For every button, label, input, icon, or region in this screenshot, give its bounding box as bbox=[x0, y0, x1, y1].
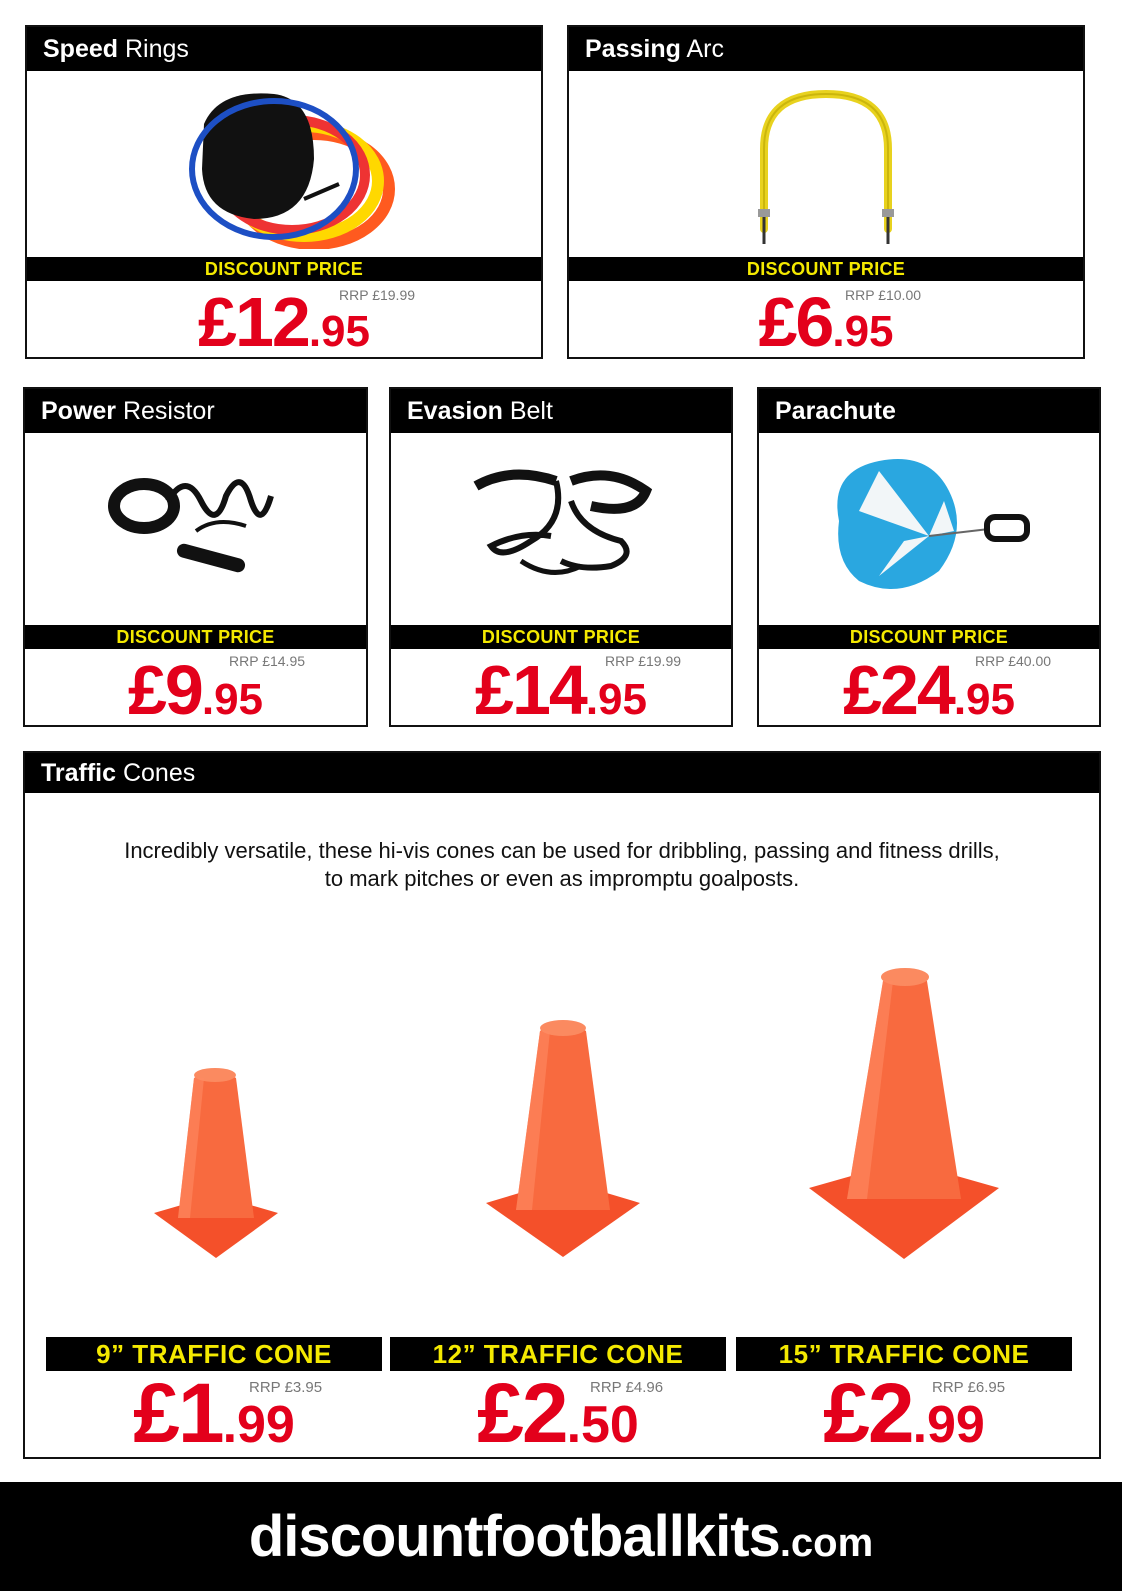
discount-price: £9.95 bbox=[127, 651, 264, 727]
parachute-image bbox=[759, 433, 1099, 619]
price-row bbox=[27, 283, 541, 359]
rrp-price: RRP £40.00 bbox=[975, 653, 1052, 669]
rrp-price: RRP £14.95 bbox=[229, 653, 306, 669]
product-card-parachute[interactable] bbox=[757, 387, 1101, 727]
speed-rings-image bbox=[27, 71, 541, 257]
product-card-speed-rings[interactable] bbox=[25, 25, 543, 359]
cone-label: 9” TRAFFIC CONE bbox=[46, 1337, 382, 1371]
discount-price-band: DISCOUNT PRICE bbox=[759, 625, 1099, 649]
traffic-cone-image bbox=[478, 1015, 648, 1260]
product-title: Traffic Cones bbox=[25, 753, 1099, 793]
traffic-cone-image bbox=[146, 1063, 286, 1263]
product-title: Power Resistor bbox=[25, 389, 366, 433]
product-card-power-resistor[interactable] bbox=[23, 387, 368, 727]
discount-price-band: DISCOUNT PRICE bbox=[391, 625, 731, 649]
discount-price-band: DISCOUNT PRICE bbox=[569, 257, 1083, 281]
discount-price: £6.95 bbox=[758, 283, 894, 359]
description-line: to mark pitches or even as impromptu goalposts. bbox=[324, 866, 800, 891]
evasion-belt-image bbox=[391, 433, 731, 619]
discount-price: £1.99 bbox=[133, 1366, 295, 1459]
footer-brand-bar[interactable] bbox=[0, 1482, 1122, 1591]
cone-label: 15” TRAFFIC CONE bbox=[736, 1337, 1072, 1371]
discount-price-band: DISCOUNT PRICE bbox=[27, 257, 541, 281]
cone-label: 12” TRAFFIC CONE bbox=[390, 1337, 726, 1371]
discount-price: £24.95 bbox=[843, 651, 1015, 727]
price-row bbox=[25, 651, 366, 727]
product-title: Evasion Belt bbox=[391, 389, 731, 433]
rrp-price: RRP £3.95 bbox=[249, 1379, 323, 1396]
discount-price: £2.99 bbox=[823, 1366, 985, 1459]
price-row bbox=[736, 1366, 1072, 1459]
footer-tld[interactable]: .com bbox=[779, 1521, 874, 1565]
rrp-price: RRP £19.99 bbox=[605, 653, 682, 669]
traffic-cone-image bbox=[801, 963, 1007, 1263]
rrp-price: RRP £10.00 bbox=[845, 287, 922, 303]
cone-15-inch[interactable] bbox=[736, 953, 1072, 1459]
product-card-passing-arc[interactable] bbox=[567, 25, 1085, 359]
discount-price-band: DISCOUNT PRICE bbox=[25, 625, 366, 649]
rrp-price: RRP £19.99 bbox=[339, 287, 416, 303]
discount-price: £14.95 bbox=[475, 651, 647, 727]
product-card-traffic-cones[interactable] bbox=[23, 751, 1101, 1459]
rrp-price: RRP £6.95 bbox=[932, 1379, 1006, 1396]
description-line: Incredibly versatile, these hi-vis cones can be used for dribbling, passing and fitness drills, bbox=[124, 838, 1000, 863]
discount-price: £12.95 bbox=[198, 283, 370, 359]
power-resistor-image bbox=[25, 433, 366, 619]
discount-price: £2.50 bbox=[477, 1366, 639, 1459]
cone-9-inch[interactable] bbox=[46, 953, 382, 1459]
product-title: Speed Rings bbox=[27, 27, 541, 71]
product-title: Parachute bbox=[759, 389, 1099, 433]
passing-arc-image bbox=[569, 71, 1083, 257]
product-card-evasion-belt[interactable] bbox=[389, 387, 733, 727]
price-row bbox=[569, 283, 1083, 359]
cone-12-inch[interactable] bbox=[390, 953, 726, 1459]
footer-domain[interactable]: discountfootballkits bbox=[248, 1504, 780, 1569]
price-row bbox=[390, 1366, 726, 1459]
product-title: Passing Arc bbox=[569, 27, 1083, 71]
rrp-price: RRP £4.96 bbox=[590, 1379, 664, 1396]
cones-description bbox=[65, 837, 1059, 893]
price-row bbox=[46, 1366, 382, 1459]
